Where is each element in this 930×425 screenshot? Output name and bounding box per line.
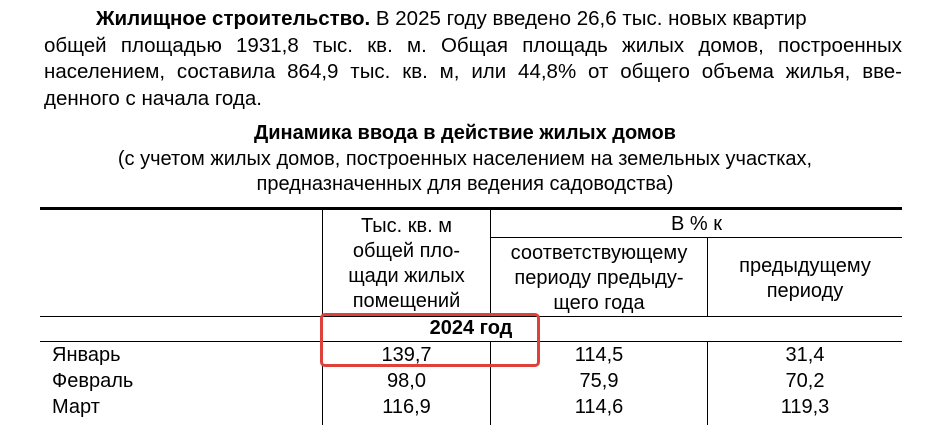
header-percent-group: В % к <box>671 213 722 235</box>
row-month: Март <box>52 396 100 418</box>
row-area: 98,0 <box>387 370 426 392</box>
row-area: 139,7 <box>381 344 432 366</box>
row-mom: 31,4 <box>785 344 825 366</box>
paragraph-line-2: общей площадью 1931,8 тыс. кв. м. Общая площадь жилых домов, построенных <box>44 33 902 57</box>
table-subtitle-line-2: предназначенных для ведения садоводства) <box>256 173 674 195</box>
row-mom: 119,3 <box>780 396 830 418</box>
row-month: Февраль <box>52 370 134 392</box>
intro-paragraph <box>44 6 902 112</box>
header-mom-column: предыдущему периоду <box>739 255 871 302</box>
highlight-box <box>320 313 540 367</box>
table-subtitle <box>0 147 930 197</box>
section-year-label: 2024 год <box>429 317 513 339</box>
row-mom: 70,2 <box>785 370 825 392</box>
paragraph-line-1: Жилищное строительство. В 2025 году введено 26,6 тыс. новых квартир <box>96 7 807 30</box>
row-yoy: 75,9 <box>579 370 619 392</box>
row-yoy: 114,6 <box>574 396 624 418</box>
header-divider-pct <box>490 237 902 238</box>
section-heading: Жилищное строительство. <box>96 7 371 30</box>
paragraph-line-4: денного с начала года. <box>44 86 262 110</box>
row-month: Январь <box>52 344 121 366</box>
row-yoy: 114,5 <box>574 344 624 366</box>
table-top-rule <box>40 207 902 210</box>
table-subtitle-line-1: (с учетом жилых домов, построенных населением на земельных участках, <box>117 148 813 170</box>
header-yoy-column: соответствующему периоду предыду- щего года <box>510 242 688 314</box>
table-title: Динамика ввода в действие жилых домов <box>254 122 676 144</box>
row-area: 116,9 <box>382 396 431 418</box>
header-area-column: Тыс. кв. м общей пло- щади жилых помещений <box>348 215 465 312</box>
paragraph-line-3: населением, составила 864,9 тыс. кв. м, или 44,8% от общего объема жилья, вве- <box>44 60 902 83</box>
